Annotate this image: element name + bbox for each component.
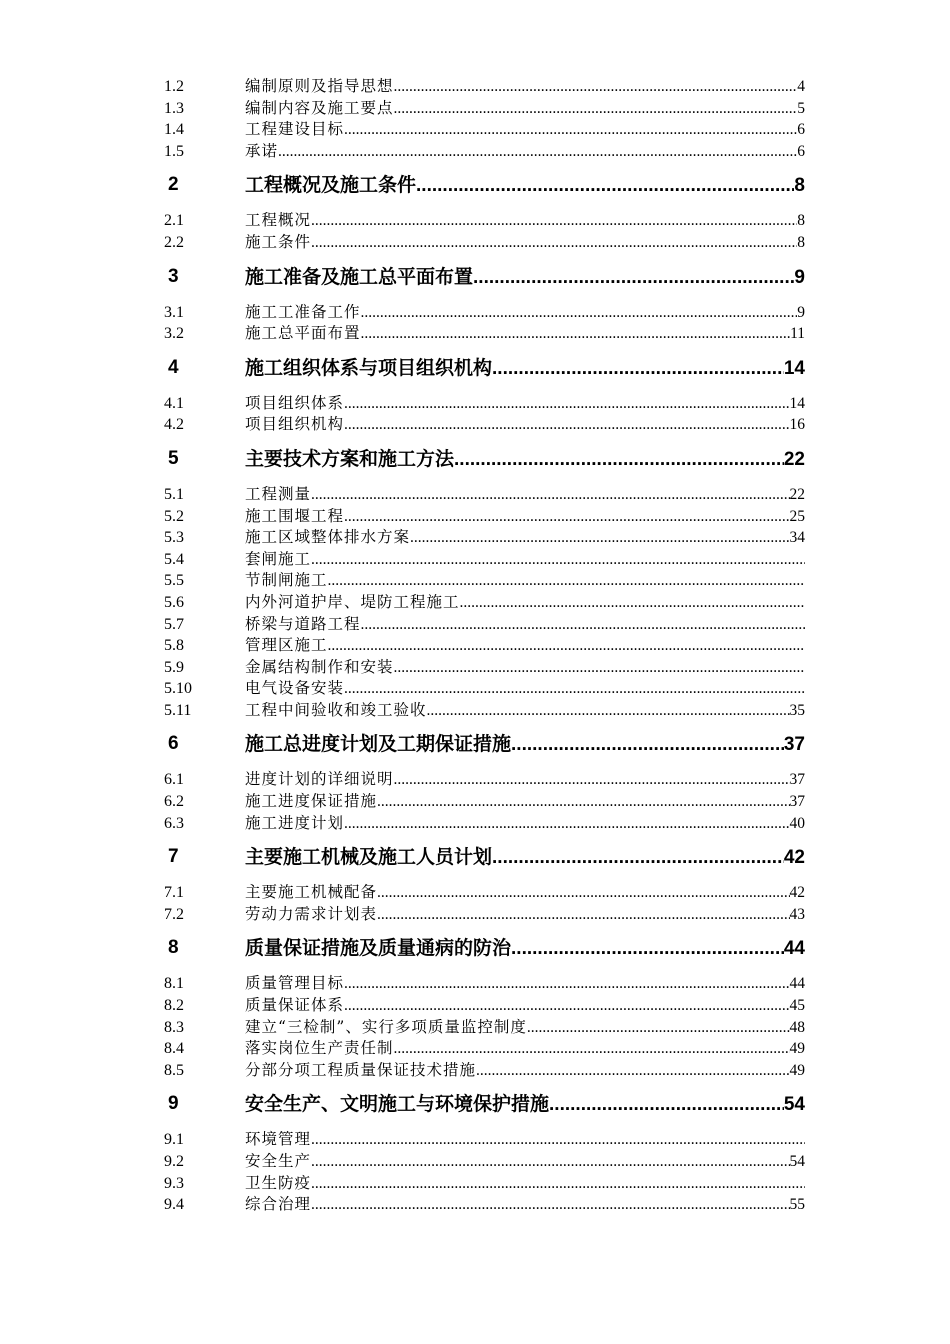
toc-page-number: 8 — [797, 212, 805, 230]
toc-title: 安全生产 — [245, 1152, 312, 1170]
toc-entry-row[interactable] — [0, 119, 950, 141]
toc-number: 4 — [168, 356, 179, 378]
toc-entry-row[interactable] — [0, 527, 950, 549]
toc-entry-row[interactable] — [0, 1194, 950, 1216]
toc-leader-dots — [473, 263, 794, 293]
toc-entry — [245, 842, 805, 873]
toc-entry — [245, 813, 805, 835]
toc-leader-dots — [511, 934, 784, 964]
toc-title: 施工组织体系与项目组织机构 — [245, 356, 493, 379]
toc-title: 主要施工机械及施工人员计划 — [245, 846, 493, 869]
toc-number: 5.1 — [164, 485, 184, 503]
toc-entry-row[interactable] — [0, 323, 950, 345]
toc-title: 主要施工机械配备 — [245, 883, 378, 902]
toc-title: 编制原则及指导思想 — [245, 77, 394, 95]
toc-entry — [245, 1060, 805, 1082]
toc-chapter-row[interactable] — [0, 254, 950, 302]
toc-entry — [245, 119, 805, 141]
toc-leader-dots — [328, 635, 805, 657]
toc-page-number: 8 — [794, 175, 805, 197]
toc-title: 质量保证措施及质量通病的防治 — [245, 937, 512, 960]
toc-leader-dots — [311, 210, 797, 232]
toc-number: 5.8 — [164, 637, 184, 655]
toc-entry — [245, 1194, 805, 1216]
toc-entry-row[interactable] — [0, 141, 950, 163]
toc-title: 金属结构制作和安装 — [245, 657, 394, 676]
toc-number: 6.2 — [164, 793, 184, 811]
toc-title: 综合治理 — [245, 1195, 312, 1214]
toc-entry-row[interactable] — [0, 973, 950, 995]
toc-title: 施工准备及施工总平面布置 — [245, 265, 474, 288]
toc-page-number: 11 — [790, 325, 805, 343]
toc-number: 1.2 — [164, 78, 184, 95]
toc-entry — [245, 527, 805, 549]
toc-page-number: 5 — [797, 99, 805, 117]
toc-page-number: 43 — [789, 905, 805, 923]
toc-page-number: 42 — [783, 847, 805, 869]
toc-leader-dots — [344, 813, 789, 835]
toc-number: 6.3 — [164, 814, 184, 832]
toc-entry — [245, 210, 805, 232]
toc-leader-dots — [549, 1090, 784, 1120]
toc-title: 施工进度保证措施 — [245, 792, 378, 811]
toc-number: 5.4 — [164, 550, 184, 568]
toc-entry — [245, 141, 805, 163]
toc-title: 施工进度计划 — [245, 813, 345, 832]
toc-number: 1.3 — [164, 99, 184, 117]
toc-entry-row[interactable] — [0, 302, 950, 324]
toc-chapter-row[interactable] — [0, 162, 950, 210]
toc-page-number: 44 — [789, 975, 805, 993]
toc-page-number: 49 — [789, 1040, 805, 1058]
toc-title: 内外河道护岸、堤防工程施工 — [245, 592, 460, 611]
toc-chapter-row[interactable] — [0, 436, 950, 484]
toc-number: 9.2 — [164, 1153, 184, 1170]
toc-page-number: 35 — [789, 701, 805, 719]
toc-number: 8.3 — [164, 1018, 184, 1036]
toc-leader-dots — [311, 1151, 789, 1173]
toc-leader-dots — [311, 549, 805, 571]
toc-number: 4.1 — [164, 394, 184, 412]
toc-title: 工程建设目标 — [245, 120, 345, 139]
toc-number: 1.5 — [164, 142, 184, 160]
toc-entry — [245, 444, 805, 475]
toc-entry-row[interactable] — [0, 882, 950, 904]
toc-title: 安全生产、文明施工与环境保护措施 — [245, 1093, 550, 1116]
toc-page-number: 14 — [789, 394, 805, 412]
toc-leader-dots — [344, 414, 789, 436]
toc-title: 项目组织体系 — [245, 393, 345, 412]
toc-entry-row[interactable] — [0, 791, 950, 813]
toc-entry — [245, 484, 805, 506]
toc-page-number: 54 — [783, 1094, 805, 1116]
toc-page-number: 8 — [797, 233, 805, 251]
toc-leader-dots — [344, 973, 789, 995]
toc-number: 8.1 — [164, 975, 184, 993]
toc-number: 5.7 — [164, 615, 184, 633]
toc-entry — [245, 232, 805, 254]
toc-entry — [245, 414, 805, 436]
toc-page-number: 54 — [789, 1153, 805, 1170]
toc-entry — [245, 729, 805, 760]
toc-number: 9 — [168, 1093, 179, 1115]
toc-title: 主要技术方案和施工方法 — [245, 447, 455, 470]
toc-page-number: 6 — [797, 121, 805, 139]
toc-title: 工程概况及施工条件 — [245, 174, 417, 197]
toc-entry-row[interactable] — [0, 506, 950, 528]
toc-entry — [245, 1173, 805, 1195]
toc-entry-row[interactable] — [0, 549, 950, 571]
toc-number: 9.4 — [164, 1196, 184, 1214]
toc-leader-dots — [394, 769, 790, 791]
toc-title: 桥梁与道路工程 — [245, 614, 361, 633]
toc-entry — [245, 1089, 805, 1120]
toc-number: 2.2 — [164, 233, 184, 251]
toc-entry-row[interactable] — [0, 700, 950, 722]
toc-entry — [245, 614, 805, 636]
toc-leader-dots — [361, 323, 791, 345]
toc-page-number: 45 — [789, 997, 805, 1015]
toc-title: 施工条件 — [245, 232, 312, 251]
toc-entry-row[interactable] — [0, 1151, 950, 1173]
toc-page-number: 37 — [789, 793, 805, 811]
toc-title: 项目组织机构 — [245, 415, 345, 434]
toc-entry — [245, 995, 805, 1017]
toc-number: 9.1 — [164, 1131, 184, 1149]
toc-entry — [245, 592, 805, 614]
toc-page-number: 37 — [783, 734, 805, 756]
toc-entry — [245, 1038, 805, 1060]
toc-page-number: 34 — [789, 529, 805, 547]
toc-entry — [245, 549, 805, 571]
toc-entry — [245, 506, 805, 528]
toc-number: 5.9 — [164, 658, 184, 676]
toc-number: 5.2 — [164, 507, 184, 525]
toc-number: 5.10 — [164, 680, 192, 698]
toc-chapter-row[interactable] — [0, 1081, 950, 1129]
toc-entry — [245, 635, 805, 657]
toc-leader-dots — [361, 614, 805, 636]
toc-entry — [245, 76, 805, 98]
toc-page-number: 4 — [797, 78, 805, 95]
toc-title: 卫生防疫 — [245, 1173, 312, 1192]
toc-page-number: 16 — [789, 416, 805, 434]
toc-leader-dots — [410, 527, 789, 549]
toc-leader-dots — [377, 882, 789, 904]
toc-leader-dots — [454, 445, 784, 475]
toc-entry-row[interactable] — [0, 614, 950, 636]
toc-page-number: 6 — [797, 142, 805, 160]
toc-leader-dots — [311, 232, 797, 254]
toc-page-number: 40 — [789, 814, 805, 832]
toc-leader-dots — [394, 98, 798, 120]
toc-entry — [245, 570, 805, 592]
toc-entry-row[interactable] — [0, 635, 950, 657]
toc-leader-dots — [460, 592, 805, 614]
toc-leader-dots — [394, 657, 805, 679]
toc-entry-row[interactable] — [0, 1173, 950, 1195]
toc-title: 工程概况 — [245, 211, 312, 230]
toc-leader-dots — [344, 678, 805, 700]
toc-leader-dots — [344, 119, 797, 141]
toc-number: 8.2 — [164, 997, 184, 1015]
toc-number: 2.1 — [164, 212, 184, 230]
toc-entry — [245, 302, 805, 324]
toc-number: 3.2 — [164, 325, 184, 343]
toc-leader-dots — [311, 1194, 789, 1216]
toc-page-number: 22 — [789, 485, 805, 503]
toc-entry — [245, 933, 805, 964]
toc-title: 分部分项工程质量保证技术措施 — [245, 1060, 477, 1079]
toc-entry-row[interactable] — [0, 592, 950, 614]
toc-leader-dots — [492, 843, 784, 873]
toc-entry-row[interactable] — [0, 1017, 950, 1039]
toc-page-number: 42 — [789, 884, 805, 902]
toc-entry — [245, 904, 805, 926]
toc-title: 落实岗位生产责任制 — [245, 1039, 394, 1058]
toc-entry-row[interactable] — [0, 210, 950, 232]
toc-entry — [245, 393, 805, 415]
toc-title: 环境管理 — [245, 1130, 312, 1149]
toc-title: 施工总平面布置 — [245, 324, 361, 343]
toc-title: 质量保证体系 — [245, 996, 345, 1015]
toc-page-number: 22 — [783, 448, 805, 470]
toc-page-number: 9 — [797, 303, 805, 321]
toc-title: 电气设备安装 — [245, 679, 345, 698]
toc-page-number: 37 — [789, 771, 805, 789]
toc-title: 建立“三检制”、实行多项质量监控制度 — [245, 1017, 527, 1036]
toc-leader-dots — [311, 1129, 805, 1151]
toc-entry-row[interactable] — [0, 414, 950, 436]
toc-leader-dots — [377, 791, 789, 813]
toc-page-number: 55 — [789, 1196, 805, 1214]
toc-page-number: 9 — [794, 266, 805, 288]
toc-leader-dots — [328, 570, 805, 592]
toc-number: 8.5 — [164, 1061, 184, 1079]
toc-leader-dots — [344, 393, 789, 415]
toc-number: 7.2 — [164, 905, 184, 923]
toc-number: 9.3 — [164, 1174, 184, 1192]
toc-leader-dots — [278, 141, 797, 163]
toc-leader-dots — [311, 1173, 805, 1195]
toc-entry-row[interactable] — [0, 393, 950, 415]
toc-leader-dots — [476, 1060, 789, 1082]
toc-number: 5 — [168, 447, 179, 469]
toc-number: 5.11 — [164, 701, 192, 719]
toc-entry-row[interactable] — [0, 678, 950, 700]
toc-leader-dots — [311, 484, 789, 506]
toc-number: 7 — [168, 846, 179, 868]
toc-entry — [245, 678, 805, 700]
toc-entry-row[interactable] — [0, 570, 950, 592]
toc-number: 6 — [168, 733, 179, 755]
toc-page-number: 49 — [789, 1061, 805, 1079]
table-of-contents — [0, 76, 950, 1216]
toc-number: 5.3 — [164, 529, 184, 547]
toc-entry — [245, 262, 805, 293]
toc-entry — [245, 98, 805, 120]
toc-entry — [245, 769, 805, 791]
toc-entry-row[interactable] — [0, 995, 950, 1017]
toc-number: 5.6 — [164, 593, 184, 611]
toc-leader-dots — [511, 730, 784, 760]
toc-number: 4.2 — [164, 416, 184, 434]
toc-entry — [245, 657, 805, 679]
toc-entry-row[interactable] — [0, 904, 950, 926]
toc-title: 施工区域整体排水方案 — [245, 528, 411, 547]
toc-number: 5.5 — [164, 572, 184, 590]
toc-number: 1.4 — [164, 121, 184, 139]
toc-entry-row[interactable] — [0, 232, 950, 254]
toc-chapter-row[interactable] — [0, 925, 950, 973]
toc-title: 劳动力需求计划表 — [245, 904, 378, 923]
toc-entry — [245, 1151, 805, 1173]
toc-entry — [245, 973, 805, 995]
toc-entry-row[interactable] — [0, 98, 950, 120]
toc-number: 6.1 — [164, 771, 184, 789]
toc-leader-dots — [344, 995, 789, 1017]
toc-title: 工程中间验收和竣工验收 — [245, 700, 427, 719]
toc-leader-dots — [394, 1038, 790, 1060]
toc-entry — [245, 882, 805, 904]
toc-leader-dots — [377, 904, 789, 926]
toc-page-number: 48 — [789, 1018, 805, 1036]
toc-entry — [245, 1129, 805, 1151]
toc-entry-row[interactable] — [0, 1060, 950, 1082]
toc-entry — [245, 1017, 805, 1039]
toc-number: 3.1 — [164, 303, 184, 321]
toc-title: 施工围堰工程 — [245, 506, 345, 525]
toc-title: 质量管理目标 — [245, 974, 345, 993]
toc-number: 8.4 — [164, 1040, 184, 1058]
toc-title: 工程测量 — [245, 484, 312, 503]
toc-page-number: 14 — [783, 357, 805, 379]
toc-leader-dots — [361, 302, 798, 324]
toc-number: 3 — [168, 265, 179, 287]
toc-entry — [245, 353, 805, 384]
toc-leader-dots — [527, 1017, 790, 1039]
toc-entry-row[interactable] — [0, 76, 950, 98]
toc-chapter-row[interactable] — [0, 721, 950, 769]
toc-title: 节制闸施工 — [245, 571, 328, 590]
toc-entry — [245, 170, 805, 201]
toc-title: 套闸施工 — [245, 549, 312, 568]
toc-chapter-row[interactable] — [0, 345, 950, 393]
toc-leader-dots — [427, 700, 790, 722]
toc-title: 承诺 — [245, 141, 279, 160]
toc-number: 7.1 — [164, 884, 184, 902]
toc-entry-row[interactable] — [0, 1038, 950, 1060]
toc-entry — [245, 323, 805, 345]
toc-leader-dots — [344, 506, 789, 528]
toc-entry-row[interactable] — [0, 813, 950, 835]
toc-entry — [245, 700, 805, 722]
toc-page-number: 44 — [783, 938, 805, 960]
toc-entry — [245, 791, 805, 813]
toc-title: 进度计划的详细说明 — [245, 770, 394, 789]
toc-number: 8 — [168, 937, 179, 959]
toc-page-number: 25 — [789, 507, 805, 525]
toc-chapter-row[interactable] — [0, 834, 950, 882]
toc-entry-row[interactable] — [0, 657, 950, 679]
toc-title: 施工工准备工作 — [245, 302, 361, 321]
toc-number: 2 — [168, 174, 179, 196]
toc-entry-row[interactable] — [0, 769, 950, 791]
toc-title: 编制内容及施工要点 — [245, 98, 394, 117]
toc-leader-dots — [416, 171, 794, 201]
toc-title: 管理区施工 — [245, 636, 328, 655]
toc-leader-dots — [394, 76, 798, 98]
toc-leader-dots — [492, 354, 784, 384]
toc-title: 施工总进度计划及工期保证措施 — [245, 733, 512, 756]
toc-entry-row[interactable] — [0, 1129, 950, 1151]
toc-entry-row[interactable] — [0, 484, 950, 506]
